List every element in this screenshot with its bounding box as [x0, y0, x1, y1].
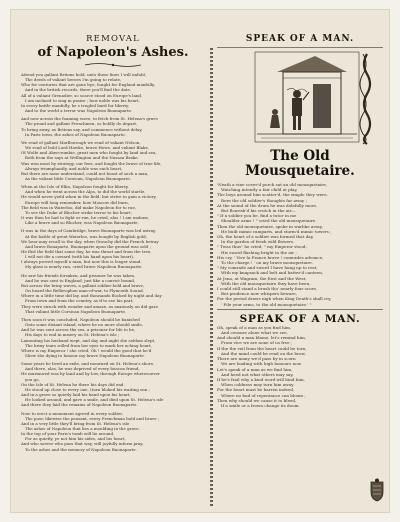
verse-line: And in a grave so quietly laid his hand upon his heart,	[21, 392, 131, 398]
verse-line: For the period draws nigh when King Death's shall cry,	[217, 296, 332, 302]
verse-line: He built mimic ramparts, and storm'd mimic towers ;	[221, 228, 332, 234]
verse-line: Shoulder arms ! " cried the old mousquetaire.	[221, 218, 317, 224]
verse-line: He fled the field that same day, he was thrust and from the tree,	[21, 249, 152, 254]
verse-line: If a smile or a frown change its doom.	[221, 402, 300, 408]
verse-line: With the old mousquetaire they have been,	[221, 280, 311, 286]
printer-crest-icon	[368, 478, 386, 502]
verse-line: And he was sent to England, just like a convict bound,	[25, 277, 136, 283]
verse-line: To the charge ! ' on my brave mousquetaire.	[221, 260, 314, 266]
verse-line: When coldness may turn him away.	[221, 382, 295, 388]
verse-line: Let's speak of a man as we find him,	[217, 366, 293, 372]
verse	[21, 273, 205, 314]
verse-line: He murmured was by land and by low, through Europe wheresoever	[21, 371, 160, 377]
verse-line: He stood up close to every one, (turn bloked his waiting sun ;	[25, 386, 150, 392]
verse-line: On the Isle of St. Helena he there his days did end.	[21, 381, 125, 387]
verse-line: All of a valiant Grenadier, so scarce stood on Europe's land,	[21, 92, 143, 98]
verse-line: I always proved myself a man, but now this is longer stand.	[21, 259, 142, 265]
mousquetaire-verses	[217, 182, 383, 307]
verse-line: " My comrade and sword I have hung up to rest,	[217, 265, 318, 271]
verse-line: To bring away, as Britons say, and commence without delay,	[21, 126, 143, 132]
verse-line: It was then he had to fight or run, he cried, alas ! I am undone,	[21, 215, 150, 221]
verse-line: Of Wolfe and Abercrombie, great men who fought by land and sea,	[21, 150, 157, 156]
verse-line: As the valiant little Corsican, Napoleon Buonaparte.	[25, 175, 131, 181]
ashes-title: of Napoleon's Ashes.	[37, 45, 189, 60]
verse-line: Then why should we cause it to bleed,	[217, 397, 297, 403]
verse-line: And brave Bonaparte, Buonaparte upon the ground was sold ;	[25, 243, 151, 249]
verse	[21, 116, 205, 137]
section-rule	[217, 309, 383, 310]
verse-line: In every battle manfully, he s trugled hard for liberty,	[21, 102, 130, 108]
verse-line: With my knapsack and belt and batter'd canteen,	[221, 270, 324, 276]
verse-line: The boys around him scatter'd, the simple they were,	[217, 192, 328, 198]
verse-line: Watching intently a fair child at play,	[221, 187, 298, 193]
verse-line: " If a soldier you be, find a tutor in me	[217, 213, 297, 219]
verse-line: But across the briny waves, a gallant soldier bold and brave,	[21, 282, 145, 288]
verse-line: In Paris town, the ashes of Napoleon Buonaparte.	[25, 131, 126, 137]
verse-line: If he's frail why a kind word will bind him,	[217, 376, 305, 382]
verse-line: He would never yield when in the field, but strive to gain a victory,	[21, 194, 157, 200]
verse-line: The field was in Waterloo, did make Napoleon for to rue,	[21, 204, 137, 210]
verse-line: From vice we are none of us free ;	[221, 340, 293, 346]
speak-verses	[217, 325, 383, 408]
verse-line: Onto some distant island, where he no more should smile,	[25, 322, 143, 328]
verse-line: Europe will long remember, how Moscow did burn,	[25, 199, 129, 205]
verse-line: And there they laid the remains of Napoleon Buonaparte.	[21, 402, 138, 408]
verse-line: And to the world a terror was Napoleon Buonaparte.	[25, 108, 133, 114]
verse-line: And censure alone what we see,	[221, 330, 288, 336]
flourish-ornament-icon	[83, 62, 143, 68]
verse-line: His days to end in misery on St. Helena's isle ;	[25, 332, 120, 338]
verse-line: The poor, likewise the peasant, every Frenchman bold and brave ;	[25, 415, 160, 421]
verse-line: Both from the says at Wellington and the Nassau Brake.	[25, 155, 139, 161]
verse-line: We read of gallant Marlborough we read of valiant Nelson,	[21, 139, 141, 145]
verse	[21, 72, 205, 113]
verse-line: But flourish'd his crutch in the air—	[221, 208, 296, 214]
verse-line: I will not die a coward (with his hand upon his heart),	[25, 254, 135, 260]
verse-line: For as quietly, ye not him his sides, and his heart,	[25, 436, 126, 442]
verse-line: Bore the old soldier's thoughts far away ;	[221, 197, 307, 203]
verse-line: Like a brave and so Blucher, was Napoleon Buonaparte.	[25, 220, 139, 226]
verse-line: To see the Duke of Blucher strike terror to his heart,	[25, 209, 132, 215]
verse-line: Then the old mousquetaire, spoke in warlike array,	[217, 223, 323, 229]
verse-line: Now to erect a monument agreed in every soldier,	[21, 410, 123, 416]
verse-line: On board the Bellerophon man-of-war, to Plymouth Sound.	[25, 288, 144, 294]
verse-line: Lamenting his husband wept, and day and night she seldom slept,	[21, 337, 156, 343]
verse-line: At Jena, at Wagram, the Eest and the West,	[217, 275, 307, 281]
verse-line: The ashes of Napoleon that lies a moulding in the grave.	[25, 426, 140, 431]
verse-line: He looked around, and gave a smile, and died upon St. Helena's isle	[25, 397, 164, 403]
verse-line: We are loading with high honours now.	[221, 361, 302, 367]
verse-line: Then soon it was concluded, Napoleon should be banished	[21, 316, 140, 322]
verse-line: And heed not what others may say,	[221, 371, 294, 377]
verse-line: We hear may recall to the day, when Grouchy did the French betray	[21, 238, 159, 244]
verse-line: Where no bud of repentance can bloom ;	[221, 392, 306, 398]
column-divider	[210, 48, 213, 506]
verse-line: I could still stand a brush tho' nearly four score,	[217, 286, 318, 292]
verse	[21, 140, 205, 181]
verse-line: And when he went across the Alps, to did the world startle,	[25, 189, 146, 195]
verse-line: And now across the foaming wave, to fetch from St. Helena's grave	[21, 116, 158, 122]
verse-line: It was in the days of Cambridge, brave Buonaparte was led astray,	[21, 228, 156, 234]
verse-line: And there, alas, he was deprived of every beacon friend,	[25, 366, 140, 372]
verse-line: At the sound of the drum he was dolefully more,	[217, 202, 318, 208]
verse-line: Always triumphantly, and noble was each heart,	[25, 165, 123, 171]
verse-line: But prudence now whispers beware,	[221, 291, 298, 297]
verse-line: His sword flashing bright in the air ;	[221, 249, 297, 255]
woodcut-illustration	[217, 50, 383, 146]
verse-line: And he was sent across the sea, a prisoner for life to be,	[21, 327, 136, 333]
verse-line: To the ashes and the memory of Napoleon Buonaparte.	[25, 446, 137, 452]
verse-line: you go,	[25, 376, 40, 382]
verse-line: Oh, speak of a man as you find him,	[217, 324, 292, 330]
verse-line: But there are none understand, could not boast of such a man,	[21, 170, 149, 176]
verse-line: And should a man blame, let's remind him,	[217, 335, 307, 341]
verse-line: Attend you gallant Britons bold, unto these lines I will unfold,	[21, 72, 147, 77]
verse	[21, 228, 205, 269]
verse-line: And the mind could be read on the brow,	[221, 350, 306, 356]
verse-line: He saw his friends forsaken, and prisoner he was taken,	[21, 272, 136, 278]
verse-line: We read of bold Lord Hawke, brave Howe, and valiant Blake,	[25, 145, 150, 151]
speak-title: SPEAK OF A MAN.	[239, 312, 361, 325]
verse-line: Some years he lived an exile, and mourned on St. Helena's shore,	[21, 361, 155, 367]
verse-line: The proud and gallant Frenchmen, so boldly do depart,	[25, 121, 138, 127]
speak-title-top: SPEAK OF A MAN.	[245, 34, 355, 44]
broadside-sheet	[11, 10, 389, 512]
verse-line: His cry, ' Vive la France brave ! comrades advance,	[217, 254, 324, 260]
verse-line: The briny tears rolled from her eyes to mark her aching heart,	[25, 342, 152, 348]
verse-line: And who soever who pass that way, will joyfully inform pray,	[21, 441, 144, 447]
removal-title: REMOVAL	[86, 34, 140, 44]
verse-line: " Twas thus" he cried, " my Emperor stood,	[217, 244, 307, 250]
verse-line: For the heart must be barren indeed,	[217, 387, 295, 393]
verse-line: Who for centuries that are gone bye, fought for England manfully,	[21, 82, 156, 88]
verse-line: And in a very little they'll bring from St. Helena's isle	[21, 420, 130, 426]
verse-line: If the the veil from the heart could be torn,	[217, 345, 307, 351]
verse-line: At the battle of great Waterloo, was bought by English gold,	[25, 233, 147, 239]
left-column	[21, 34, 205, 455]
verse-line: There are many we'd pass by in scorn	[217, 356, 296, 362]
title-rule	[217, 47, 383, 48]
verse	[21, 317, 205, 358]
verse-line: Where is my Emperor ! she cried, Oh ! would the good that he'd	[21, 347, 152, 353]
verse-line: From town and from the country, as if to see his part,	[25, 298, 134, 304]
verse-line: My glass is nearly run, cried brave Napoleon Buonaparte.	[25, 264, 143, 270]
verse-line: Shew she dying to honour my brave Napoleon Buonaparte.	[25, 352, 145, 358]
verse-line: They were struck with wonder and amaze, as anxiously on did gaze	[21, 303, 159, 309]
verse-line: And in the british records, there you'll find the date.	[25, 87, 132, 93]
verse-line: When at the Isle of Elba, Napoleon fought for liberty,	[21, 184, 129, 190]
verse-line: I am inclined to sing in praise ; how noble was his heart,	[25, 97, 140, 103]
verse-line: 'Neath a vine cover'd porch sat an old mousquetaire,	[217, 182, 328, 187]
verse	[21, 361, 205, 407]
verse-line: ' File your arms, to the old mousquetaire.' "	[221, 301, 312, 307]
verse-line: The deeds of valiant heroes I'm going to relate,	[25, 77, 122, 83]
verse	[21, 411, 205, 452]
right-column	[217, 34, 383, 408]
mousquetaire-title: The Old Mousquetaire.	[245, 148, 355, 179]
mousquetaire-woodcut-icon	[217, 50, 383, 146]
verse	[21, 184, 205, 225]
verse-line: Oh, the heart of a soldier was formed that day,	[217, 234, 314, 240]
verse-line: In the garden of fresh wild flowers.	[221, 239, 295, 245]
verse-line: In the top of your Paris's tomb will lie around,	[21, 431, 115, 437]
ashes-verses	[21, 72, 205, 452]
verse-line: Where in a little time did lay, and thousands flocked by night and day	[21, 293, 162, 299]
verse-line: That valiant little Corsican Napoleon Buonaparte.	[25, 308, 127, 314]
verse-line: Was won most by strategy, our fees, and fought the brave of true life,	[21, 160, 162, 166]
